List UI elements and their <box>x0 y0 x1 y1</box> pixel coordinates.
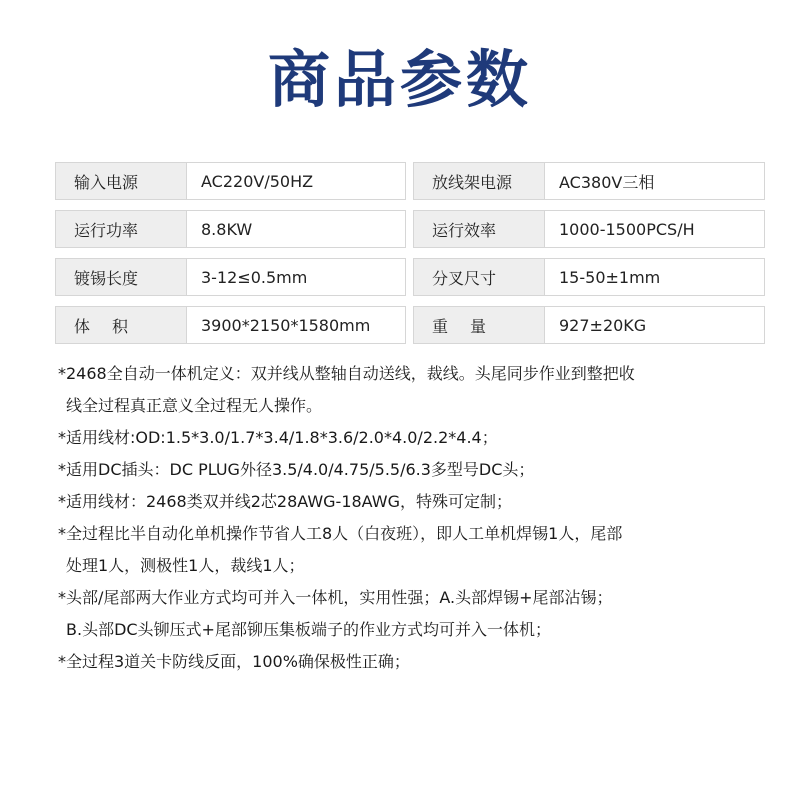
spec-label: 运行功率 <box>55 210 187 248</box>
spec-label: 运行效率 <box>413 210 545 248</box>
spec-label: 放线架电源 <box>413 162 545 200</box>
note-line: *适用线材:OD:1.5*3.0/1.7*3.4/1.8*3.6/2.0*4.0/2.2*4.4； <box>58 428 498 447</box>
note-line: *全过程3道关卡防线反面，100%确保极性正确； <box>58 652 410 671</box>
spec-label: 体积 <box>55 306 187 344</box>
note-item <box>58 582 770 646</box>
spec-value: 3-12≤0.5mm <box>186 258 406 296</box>
note-item <box>58 518 770 582</box>
spec-row <box>55 210 765 248</box>
note-line: 处理1人，测极性1人，裁线1人； <box>66 556 305 575</box>
spec-value: 15-50±1mm <box>544 258 765 296</box>
note-line: B.头部DC头铆压式+尾部铆压集板端子的作业方式均可并入一体机； <box>66 620 551 639</box>
spec-value: 3900*2150*1580mm <box>186 306 406 344</box>
spec-value: 8.8KW <box>186 210 406 248</box>
note-item <box>58 486 770 518</box>
note-line: *全过程比半自动化单机操作节省人工8人（白夜班），即人工单机焊锡1人，尾部 <box>58 524 623 543</box>
note-line: *2468全自动一体机定义：双并线从整轴自动送线，裁线。头尾同步作业到整把收 <box>58 364 635 383</box>
spec-label: 输入电源 <box>55 162 187 200</box>
spec-label: 镀锡长度 <box>55 258 187 296</box>
note-item <box>58 454 770 486</box>
spec-value: AC380V三相 <box>544 162 765 200</box>
note-line: 线全过程真正意义全过程无人操作。 <box>66 396 323 415</box>
spec-label: 分叉尺寸 <box>413 258 545 296</box>
spec-table <box>55 162 765 354</box>
spec-value: 927±20KG <box>544 306 765 344</box>
spec-value: AC220V/50HZ <box>186 162 406 200</box>
note-item <box>58 646 770 678</box>
feature-notes <box>58 358 770 678</box>
page-title: 商品参数 <box>267 43 532 116</box>
spec-row <box>55 162 765 200</box>
spec-label: 重量 <box>413 306 545 344</box>
note-line: *适用线材：2468类双并线2芯28AWG-18AWG，特殊可定制； <box>58 492 512 511</box>
note-item <box>58 358 770 422</box>
note-line: *头部/尾部两大作业方式均可并入一体机，实用性强；A.头部焊锡+尾部沾锡； <box>58 588 613 607</box>
note-item <box>58 422 770 454</box>
spec-row <box>55 258 765 296</box>
spec-row <box>55 306 765 344</box>
note-line: *适用DC插头：DC PLUG外径3.5/4.0/4.75/5.5/6.3多型号DC头； <box>58 460 535 479</box>
spec-value: 1000-1500PCS/H <box>544 210 765 248</box>
